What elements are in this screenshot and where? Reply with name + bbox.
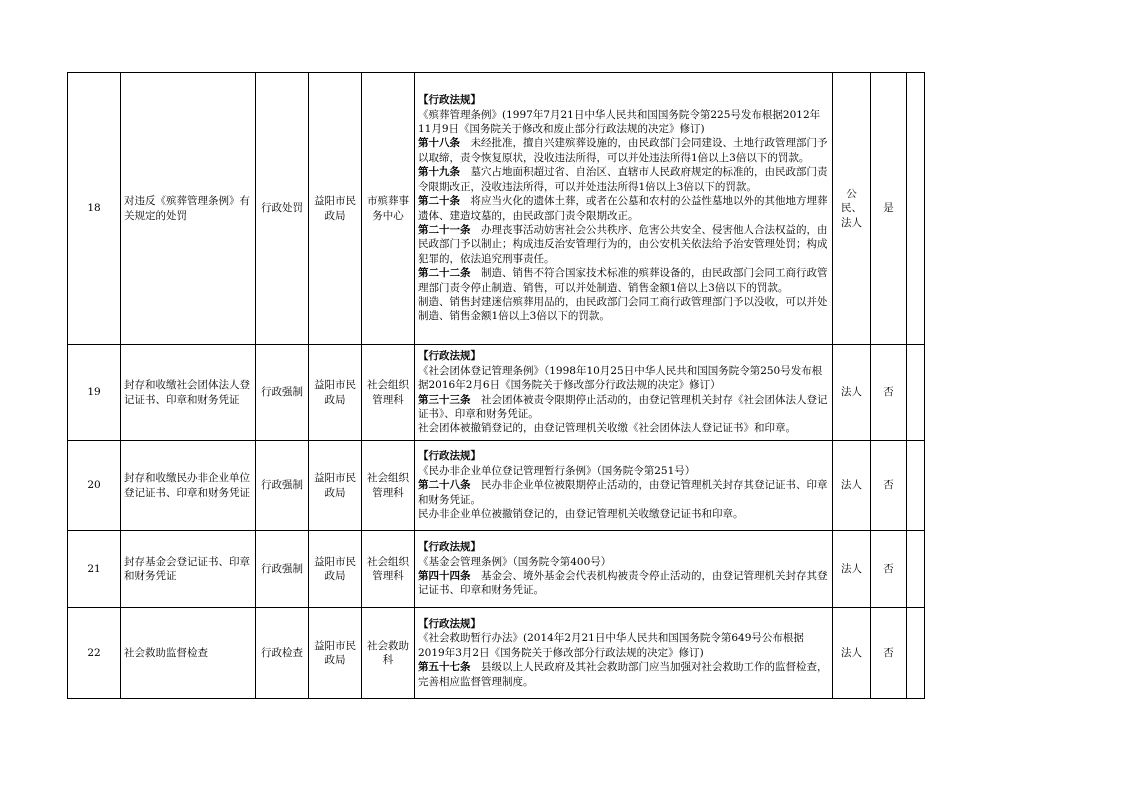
row-number: 18 <box>68 73 121 345</box>
law-category: 【行政法规】 <box>418 617 481 630</box>
item-name: 封存基金会登记证书、印章和财务凭证 <box>121 531 256 608</box>
article <box>418 569 829 598</box>
legal-basis <box>415 608 833 699</box>
responsible-unit: 社会组织管理科 <box>362 345 415 441</box>
legal-basis-text <box>418 449 829 521</box>
item-name: 社会救助监督检查 <box>121 608 256 699</box>
power-type: 行政强制 <box>256 345 309 441</box>
remark-cell <box>907 608 925 699</box>
legal-basis <box>415 73 833 345</box>
regulation-name: 《殡葬管理条例》(1997年7月21日中华人民共和国国务院令第225号发布根据2012年11月9日《国务院关于修改和废止部分行政法规的决定》修订) <box>418 108 821 136</box>
table-row <box>68 73 925 345</box>
article-title: 第四十四条 <box>418 570 471 582</box>
legal-basis-text <box>418 349 829 435</box>
department: 益阳市民政局 <box>309 441 362 531</box>
remark-cell <box>907 531 925 608</box>
powers-table <box>67 72 925 699</box>
article-title: 第二十二条 <box>418 267 471 280</box>
power-type: 行政处罚 <box>256 73 309 345</box>
legal-basis-text <box>418 93 829 324</box>
table-row <box>68 441 925 531</box>
remark-cell <box>907 73 925 345</box>
row-number: 19 <box>68 345 121 441</box>
article <box>418 266 829 295</box>
item-name: 封存和收缴民办非企业单位登记证书、印章和财务凭证 <box>121 441 256 531</box>
article <box>418 136 829 165</box>
article-title: 第十九条 <box>418 166 460 179</box>
target-party: 公民、法人 <box>833 73 871 345</box>
article <box>418 194 829 223</box>
table-row <box>68 608 925 699</box>
article <box>418 223 829 266</box>
article-text: 民办非企业单位被限期停止活动的，由登记管理机关封存其登记证书、印章和财务凭证。 <box>418 479 828 506</box>
legal-basis-text <box>418 617 829 689</box>
law-category: 【行政法规】 <box>418 450 481 463</box>
responsible-unit: 社会救助科 <box>362 608 415 699</box>
article-text: 县级以上人民政府及其社会救助部门应当加强对社会救助工作的监督检查，完善相应监督管理制度。 <box>418 661 828 688</box>
table-row <box>68 531 925 608</box>
article-text: 办理丧事活动妨害社会公共秩序、危害公共安全、侵害他人合法权益的，由民政部门予以制止；构成违反治安管理行为的，由公安机关依法给予治安管理处罚；构成犯罪的，依法追究刑事责任。 <box>418 223 828 265</box>
remark-cell <box>907 441 925 531</box>
article <box>418 478 829 507</box>
target-party: 法人 <box>833 531 871 608</box>
target-party: 法人 <box>833 345 871 441</box>
article-continuation: 制造、销售封建迷信殡葬用品的，由民政部门会同工商行政管理部门予以没收，可以并处制造、销售金额1倍以上3倍以下的罚款。 <box>418 295 828 323</box>
article-title: 第五十七条 <box>418 661 471 674</box>
legal-basis <box>415 441 833 531</box>
department: 益阳市民政局 <box>309 531 362 608</box>
row-number: 22 <box>68 608 121 699</box>
department: 益阳市民政局 <box>309 608 362 699</box>
yes-no-flag: 否 <box>871 441 907 531</box>
target-party: 法人 <box>833 441 871 531</box>
yes-no-flag: 否 <box>871 531 907 608</box>
article-title: 第二十八条 <box>418 479 471 492</box>
yes-no-flag: 否 <box>871 608 907 699</box>
article-continuation: 民办非企业单位被撤销登记的，由登记管理机关收缴登记证书和印章。 <box>418 508 744 521</box>
legal-basis <box>415 345 833 441</box>
regulation-name: 《基金会管理条例》（国务院令第400号） <box>418 555 612 568</box>
yes-no-flag: 是 <box>871 73 907 345</box>
article-text: 社会团体被责令限期停止活动的，由登记管理机关封存《社会团体法人登记证书》、印章和财务凭证。 <box>418 393 828 420</box>
power-type: 行政强制 <box>256 441 309 531</box>
article-title: 第三十三条 <box>418 393 471 406</box>
regulation-name: 《社会团体登记管理条例》（1998年10月25日中华人民共和国国务院令第250号发布根据2016年2月6日《国务院关于修改部分行政法规的决定》修订） <box>418 364 823 392</box>
article-title: 第二十条 <box>418 195 460 208</box>
row-number: 20 <box>68 441 121 531</box>
legal-basis <box>415 531 833 608</box>
article <box>418 165 829 194</box>
responsible-unit: 社会组织管理科 <box>362 441 415 531</box>
row-number: 21 <box>68 531 121 608</box>
yes-no-flag: 否 <box>871 345 907 441</box>
department: 益阳市民政局 <box>309 345 362 441</box>
target-party: 法人 <box>833 608 871 699</box>
article-text: 墓穴占地面积超过省、自治区、直辖市人民政府规定的标准的，由民政部门责令限期改正，没收违法所得，可以并处违法所得1倍以上3倍以下的罚款。 <box>418 166 828 193</box>
item-name: 封存和收缴社会团体法人登记证书、印章和财务凭证 <box>121 345 256 441</box>
responsible-unit: 市殡葬事务中心 <box>362 73 415 345</box>
item-name: 对违反《殡葬管理条例》有关规定的处罚 <box>121 73 256 345</box>
law-category: 【行政法规】 <box>418 350 481 363</box>
article-title: 第二十一条 <box>418 223 471 236</box>
article-title: 第十八条 <box>418 137 460 150</box>
remark-cell <box>907 345 925 441</box>
law-category: 【行政法规】 <box>418 94 481 107</box>
article-continuation: 社会团体被撤销登记的，由登记管理机关收缴《社会团体法人登记证书》和印章。 <box>418 422 796 435</box>
legal-basis-text <box>418 540 829 598</box>
article-text: 基金会、境外基金会代表机构被责令停止活动的，由登记管理机关封存其登记证书、印章和财务凭证。 <box>418 570 828 597</box>
regulation-name: 《社会救助暂行办法》(2014年2月21日中华人民共和国国务院令第649号公布根据2019年3月2日《国务院关于修改部分行政法规的决定》修订) <box>418 632 804 659</box>
table-row <box>68 345 925 441</box>
department: 益阳市民政局 <box>309 73 362 345</box>
responsible-unit: 社会组织管理科 <box>362 531 415 608</box>
table-body <box>68 73 925 699</box>
article <box>418 660 829 689</box>
law-category: 【行政法规】 <box>418 541 481 554</box>
power-type: 行政强制 <box>256 531 309 608</box>
article-text: 制造、销售不符合国家技术标准的殡葬设备的，由民政部门会同工商行政管理部门责令停止制造、销售，可以并处制造、销售金额1倍以上3倍以下的罚款。 <box>418 267 828 294</box>
article <box>418 393 829 422</box>
regulation-name: 《民办非企业单位登记管理暂行条例》（国务院令第251号） <box>418 464 696 477</box>
power-type: 行政检查 <box>256 608 309 699</box>
article-text: 未经批准，擅自兴建殡葬设施的，由民政部门会同建设、土地行政管理部门予以取缔，责令恢复原状，没收违法所得，可以并处违法所得1倍以上3倍以下的罚款。 <box>418 137 828 164</box>
article-text: 将应当火化的遗体土葬，或者在公墓和农村的公益性墓地以外的其他地方埋葬遗体、建造坟墓的，由民政部门责令限期改正。 <box>418 195 828 222</box>
